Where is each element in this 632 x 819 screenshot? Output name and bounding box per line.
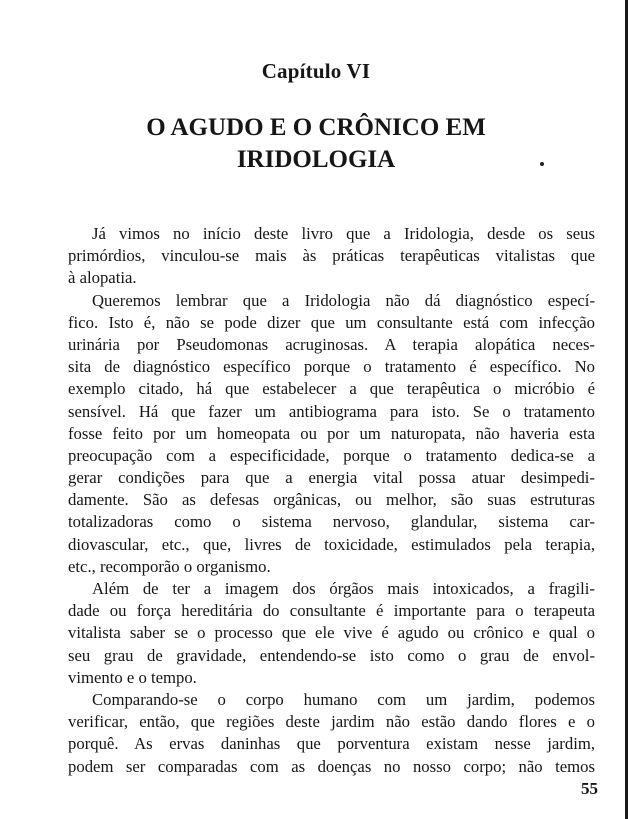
text-line: gerar condições para que a energia vital possa atuar desimpedi-: [68, 468, 595, 488]
text-line: dade ou força hereditária do consultante é importante para o terapeuta: [68, 601, 595, 621]
text-line: à alopatia.: [68, 268, 137, 288]
text-line: porquê. As ervas daninhas que porventura existam nesse jardim,: [68, 734, 595, 754]
text-line: urinária por Pseudomonas acruginosas. A terapia alopática neces-: [68, 334, 595, 354]
text-line: vimento e o tempo.: [68, 667, 197, 687]
paragraph: [68, 223, 595, 290]
chapter-title-line-1: O AGUDO E O CRÔNICO EM: [146, 114, 486, 141]
chapter-title-line-2: IRIDOLOGIA: [236, 146, 396, 173]
text-line: primórdios, vinculou-se mais às práticas terapêuticas vitalistas que: [68, 246, 595, 266]
text-line: preocupação com a especificidade, porque o tratamento dedica-se a: [68, 445, 595, 465]
body-text: [68, 223, 595, 778]
text-line: Além de ter a imagem dos órgãos mais intoxicados, a fragili-: [92, 579, 595, 598]
text-line: verificar, então, que regiões deste jardim não estão dando flores e o: [68, 712, 595, 732]
paragraph: [68, 578, 595, 689]
text-line: podem ser comparadas com as doenças no nosso corpo; não temos: [68, 756, 595, 776]
text-line: Queremos lembrar que a Iridologia não dá diagnóstico especí-: [92, 290, 595, 310]
page-number: 55: [581, 779, 598, 798]
text-line: fico. Isto é, não se pode dizer que um consultante está com infecção: [68, 312, 595, 332]
paragraph: [68, 290, 595, 578]
text-line: diovascular, etc., que, livres de toxicidade, estimulados pela terapia,: [68, 534, 595, 554]
paragraph: [68, 689, 595, 778]
page-edge-rule: [625, 0, 628, 819]
text-line: sita de diagnóstico específico porque o tratamento é específico. No: [68, 357, 595, 377]
ink-speck: [540, 162, 544, 166]
text-line: sensível. Há que fazer um antibiograma para isto. Se o tratamento: [68, 401, 595, 421]
chapter-label: Capítulo VI: [261, 59, 371, 83]
text-line: seu grau de gravidade, entendendo-se isto como o grau de envol-: [68, 645, 595, 665]
text-line: exemplo citado, há que estabelecer a que terapêutica o micróbio é: [68, 379, 595, 399]
text-line: damente. São as defesas orgânicas, ou melhor, são suas estruturas: [68, 490, 595, 510]
text-line: Já vimos no início deste livro que a Iridologia, desde os seus: [92, 224, 595, 243]
text-line: vitalista saber se o processo que ele vive é agudo ou crônico e qual o: [68, 623, 595, 643]
text-line: etc., recomporão o organismo.: [68, 556, 271, 576]
text-line: totalizadoras como o sistema nervoso, glandular, sistema car-: [68, 512, 595, 532]
chapter-title: [60, 112, 572, 176]
text-line: fosse feito por um homeopata ou por um naturopata, não haveria esta: [68, 423, 595, 443]
text-line: Comparando-se o corpo humano com um jardim, podemos: [92, 689, 595, 709]
